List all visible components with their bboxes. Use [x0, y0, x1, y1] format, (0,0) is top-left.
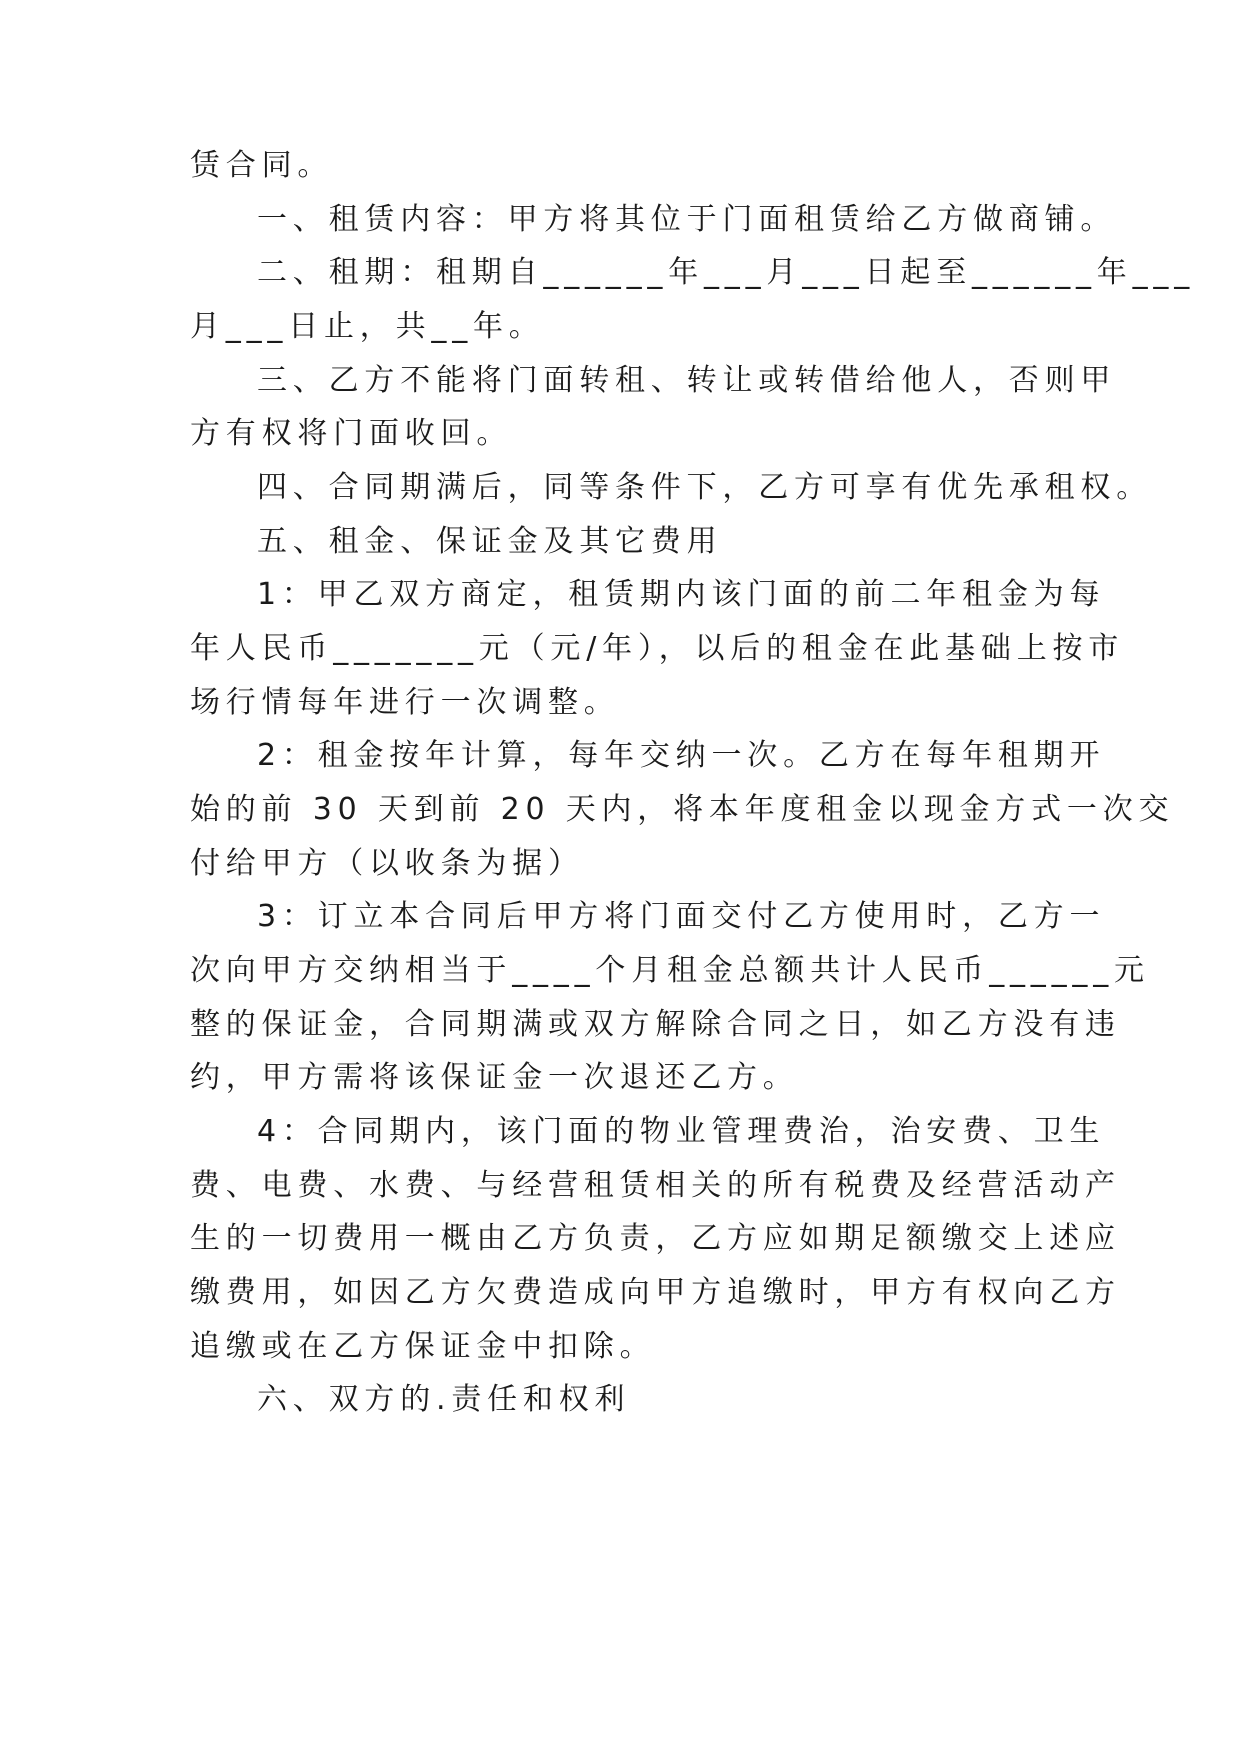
text-line: 二、租期：租期自______年___月___日起至______年___ [257, 255, 1195, 290]
text-line: 始的前 30 天到前 20 天内，将本年度租金以现金方式一次交 [190, 792, 1175, 827]
text-line: 追缴或在乙方保证金中扣除。 [190, 1329, 656, 1364]
text-line: 四、合同期满后，同等条件下，乙方可享有优先承租权。 [257, 470, 1152, 505]
text-line: 年人民币_______元（元/年），以后的租金在此基础上按市 [190, 631, 1125, 666]
text-line: 付给甲方（以收条为据） [190, 846, 584, 881]
text-line: 约，甲方需将该保证金一次退还乙方。 [190, 1060, 799, 1095]
text-line: 一、租赁内容：甲方将其位于门面租赁给乙方做商铺。 [257, 202, 1117, 237]
text-line: 3：订立本合同后甲方将门面交付乙方使用时，乙方一 [257, 899, 1106, 934]
text-line: 整的保证金，合同期满或双方解除合同之日，如乙方没有违 [190, 1007, 1121, 1042]
text-line: 费、电费、水费、与经营租赁相关的所有税费及经营活动产 [190, 1168, 1121, 1203]
text-line: 2：租金按年计算，每年交纳一次。乙方在每年租期开 [257, 738, 1106, 773]
text-line: 赁合同。 [190, 148, 334, 183]
text-line: 五、租金、保证金及其它费用 [257, 524, 723, 559]
text-line: 4：合同期内，该门面的物业管理费治，治安费、卫生 [257, 1114, 1106, 1149]
text-line: 次向甲方交纳相当于____个月租金总额共计人民币______元 [190, 953, 1150, 988]
text-line: 生的一切费用一概由乙方负责，乙方应如期足额缴交上述应 [190, 1221, 1121, 1256]
text-line: 方有权将门面收回。 [190, 416, 513, 451]
text-line: 三、乙方不能将门面转租、转让或转借给他人，否则甲 [257, 363, 1117, 398]
text-line: 缴费用，如因乙方欠费造成向甲方追缴时，甲方有权向乙方 [190, 1275, 1121, 1310]
text-line: 六、双方的.责任和权利 [257, 1382, 631, 1417]
text-line: 1：甲乙双方商定，租赁期内该门面的前二年租金为每 [257, 577, 1106, 612]
text-line: 月___日止，共__年。 [190, 309, 545, 344]
text-line: 场行情每年进行一次调整。 [190, 685, 620, 720]
